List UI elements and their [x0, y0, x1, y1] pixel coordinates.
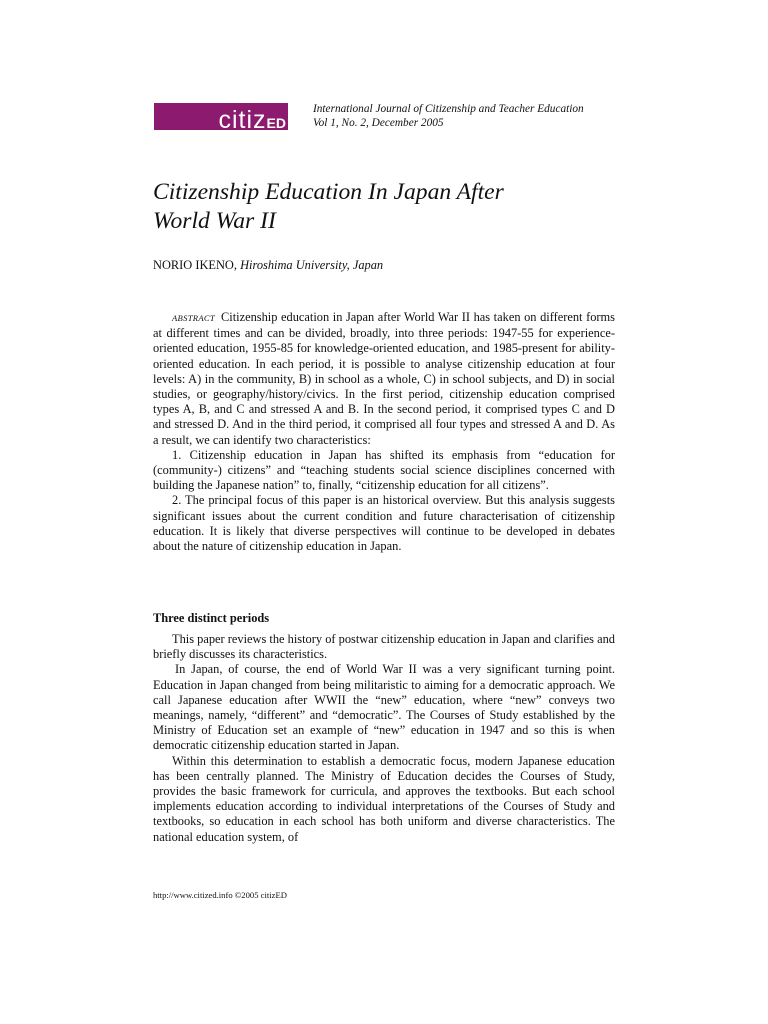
abstract-block — [153, 310, 615, 554]
journal-name: International Journal of Citizenship and Teacher Education — [313, 103, 584, 115]
section-body — [153, 632, 615, 845]
section-heading: Three distinct periods — [153, 611, 270, 625]
abstract-paragraph-3: 2. The principal focus of this paper is an historical overview. But this analysis suggests significant issues about the current condition and future characterisation of citizenship education. It is likely that diverse perspectives will continue to be developed in debates about the nature of citizenship education in Japan. — [153, 493, 615, 554]
author-affiliation: Hiroshima University, Japan — [240, 258, 384, 272]
author-name: NORIO IKENO, — [153, 258, 241, 272]
abstract-label: ABSTRACT — [172, 313, 215, 323]
journal-volume: Vol 1, No. 2, December 2005 — [313, 117, 444, 129]
author-line — [153, 258, 383, 273]
paper-title — [153, 178, 623, 236]
abstract-paragraph-1 — [153, 310, 615, 448]
title-line-1: Citizenship Education In Japan After — [153, 179, 504, 205]
title-line-2: World War II — [153, 208, 276, 234]
journal-info — [313, 102, 633, 130]
abstract-paragraph-2: 1. Citizenship education in Japan has shifted its emphasis from “education for (community-) citizens” and “teaching students social science disciplines concerned with building the Japanese nation” to, finally, “citizenship education for all citizens”. — [153, 447, 615, 493]
body-paragraph-2: In Japan, of course, the end of World War II was a very significant turning point. Education in Japan changed from being militaristic to aiming for a democratic approach. We call Japanese education after WWII the “new” education, where “new” conveys two meanings, namely, “different” and “democratic”. The Courses of Study established by the Ministry of Education set an example of “new” education in 1947 and so this is when democratic citizenship education started in Japan. — [153, 662, 615, 753]
logo-text-upper: ED — [266, 115, 286, 130]
body-paragraph-3: Within this determination to establish a democratic focus, modern Japanese education has been centrally planned. The Ministry of Education decides the Courses of Study, provides the basic framework for curricula, and approves the textbooks. But each school implements education according to individual interpretations of the Courses of Study and textbooks, so education in each school has both uniform and diverse characteristics. The national education system, of — [153, 753, 615, 844]
page-footer: http://www.citized.info ©2005 citizED — [153, 890, 287, 900]
logo-text-lower: citiz — [218, 106, 267, 130]
abstract-text-1: Citizenship education in Japan after World War II has taken on different forms at different times and can be divided, broadly, into three periods: 1947-55 for experience-oriented education, 1955-85 for knowledge-oriented education, and 1985-present for ability-oriented education. In each period, it is possible to analyse citizenship education at four levels: A) in the community, B) in school as a whole, C) in school subjects, and D) in social studies, or geography/history/civics. In the first period, citizenship education comprised types A, B, and C and stressed A and B. In the second period, it comprised types C and D and stressed D. And in the third period, it comprised all four types and stressed A and D. As a result, we can identify two characteristics: — [153, 310, 615, 447]
body-paragraph-1: This paper reviews the history of postwar citizenship education in Japan and clarifies and briefly discusses its characteristics. — [153, 632, 615, 662]
logo-wordmark — [218, 108, 286, 130]
citized-logo — [154, 103, 288, 130]
